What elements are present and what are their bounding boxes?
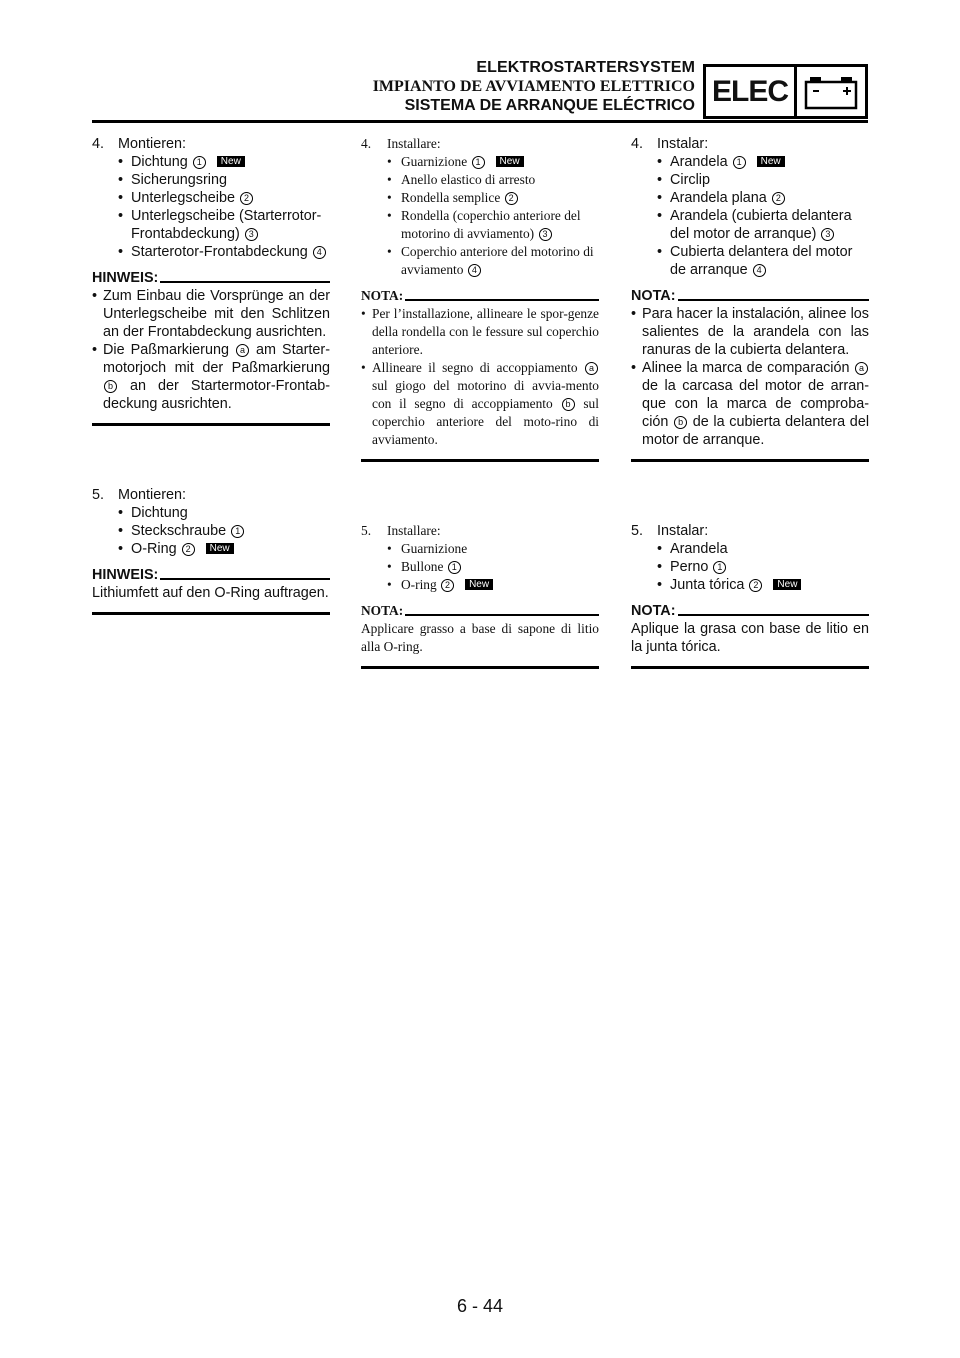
new-part-badge: New <box>206 543 234 554</box>
step-4-heading: 4. Installare: <box>361 136 441 151</box>
new-part-badge: New <box>217 156 245 167</box>
note-body: Aplique la grasa con base de litio en la junta tórica. <box>631 621 869 655</box>
list-item: • Arandela 1 New <box>657 153 869 171</box>
section-header <box>373 58 695 115</box>
note-heading: NOTA: <box>631 287 869 305</box>
section-title-italian: IMPIANTO DE AVVIAMENTO ELETTRICO <box>372 78 695 95</box>
list-item: • Steckschraube 1 <box>118 522 330 540</box>
note-end-rule <box>361 666 599 669</box>
step-5-heading: 5. Installare: <box>361 523 441 538</box>
step-5-parts <box>361 540 599 594</box>
new-part-badge: New <box>773 579 801 590</box>
chapter-code: ELEC <box>706 67 797 116</box>
list-item: • Rondella semplice 2 <box>387 189 599 207</box>
step-5-heading: 5. Instalar: <box>631 523 709 539</box>
note-body: • Para hacer la instalación, alinee los salientes de la arandela con las ranuras de la cubierta delantera. • Alinee la marca de comparación a de la carcasa del motor de arran-que con la marca de comproba-ción b de la cubierta delantera del motor de arranque. <box>631 305 869 449</box>
step-4-parts <box>631 153 869 279</box>
note-heading: NOTA: <box>631 602 869 620</box>
list-item: • Arandela <box>657 540 869 558</box>
step-4-heading: 4. Instalar: <box>631 136 709 152</box>
page-number: 6 - 44 <box>456 1296 504 1316</box>
list-item: • Junta tórica 2 New <box>657 576 869 594</box>
list-item: • Unterlegscheibe (Starterrotor-Frontabdeckung) 3 <box>118 207 330 243</box>
note-body: Lithiumfett auf den O-Ring auftragen. <box>92 585 329 601</box>
list-item: • Unterlegscheibe 2 <box>118 189 330 207</box>
new-part-badge: New <box>496 156 524 167</box>
note-body: • Zum Einbau die Vorsprünge an der Unterlegscheibe mit den Schlitzen an der Frontabdeckung ausrichten. • Die Paßmarkierung a am Starter-motorjoch mit der Paßmarkierung b an der Startermotor-Frontab-deckung ausrichten. <box>92 287 330 413</box>
list-item: • Arandela plana 2 <box>657 189 869 207</box>
list-item: • Rondella (coperchio anteriore del motorino di avviamento) 3 <box>387 207 599 243</box>
note-heading: HINWEIS: <box>92 269 330 287</box>
step-5-heading: 5. Montieren: <box>92 487 186 503</box>
new-part-badge: New <box>757 156 785 167</box>
step-4-heading: 4. Montieren: <box>92 136 186 152</box>
list-item: • Guarnizione <box>387 540 599 558</box>
step-5-parts <box>631 540 869 594</box>
list-item: • Anello elastico di arresto <box>387 171 599 189</box>
list-item: • Circlip <box>657 171 869 189</box>
note-heading: NOTA: <box>361 287 599 305</box>
spanish-column <box>631 135 869 669</box>
new-part-badge: New <box>465 579 493 590</box>
note-heading: HINWEIS: <box>92 566 330 584</box>
chapter-badge <box>703 64 868 119</box>
list-item: • Sicherungsring <box>118 171 330 189</box>
italian-column <box>361 135 599 669</box>
section-title-spanish: SISTEMA DE ARRANQUE ELÉCTRICO <box>404 97 695 114</box>
note-body: Applicare grasso a base di sapone di litio alla O-ring. <box>361 621 599 654</box>
note-body: • Per l’installazione, allineare le spor-genze della rondella con le fessure sul coperchio anteriore. • Allineare il segno di accoppiamento a sul giogo del motorino di avvia-mento con il segno di accoppiamento b sul coperchio anteriore del moto-rino di avviamento. <box>361 305 599 449</box>
battery-icon <box>797 67 865 116</box>
note-end-rule <box>631 666 869 669</box>
list-item: • O-Ring 2 New <box>118 540 330 558</box>
list-item: • O-ring 2 New <box>387 576 599 594</box>
list-item: • Coperchio anteriore del motorino di avviamento 4 <box>387 243 599 279</box>
step-5-parts <box>92 504 330 558</box>
german-column <box>92 135 330 615</box>
list-item: • Bullone 1 <box>387 558 599 576</box>
header-rule <box>92 120 868 123</box>
list-item: • Dichtung 1 New <box>118 153 330 171</box>
list-item: • Cubierta delantera del motor de arranque 4 <box>657 243 869 279</box>
list-item: • Starterotor-Frontabdeckung 4 <box>118 243 330 261</box>
list-item: • Guarnizione 1 New <box>387 153 599 171</box>
list-item: • Arandela (cubierta delantera del motor de arranque) 3 <box>657 207 869 243</box>
note-end-rule <box>92 612 330 615</box>
note-heading: NOTA: <box>361 602 599 620</box>
section-title-german: ELEKTROSTARTERSYSTEM <box>476 59 695 76</box>
list-item: • Perno 1 <box>657 558 869 576</box>
list-item: • Dichtung <box>118 504 330 522</box>
step-4-parts <box>361 153 599 279</box>
step-4-parts <box>92 153 330 261</box>
